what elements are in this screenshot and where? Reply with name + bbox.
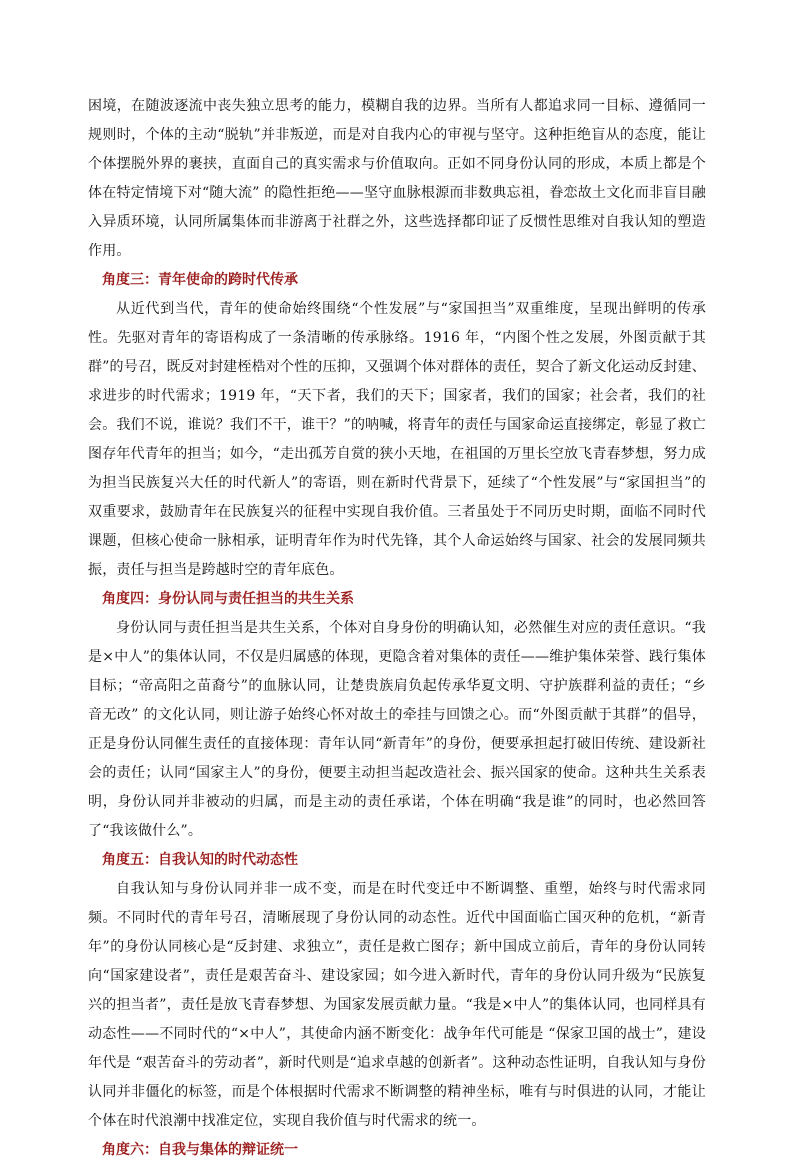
paragraph-section-5: 自我认知与身份认同并非一成不变，而是在时代变迁中不断调整、重塑，始终与时代需求同频。不同时代的青年号召，清晰展现了身份认同的动态性。近代中国面临亡国灭种的危机，“新青年”的身份认同核心是“反封建、求独立”，责任是救亡图存；新中国成立前后，青年的身份认同转向“国家建设者”，责任是艰苦奋斗、建设家园；如今进入新时代，青年的身份认同升级为“民族复兴的担当者”，责任是放飞青春梦想、为国家发展贡献力量。“我是×中人”的集体认同，也同样具有动态性——不同时代的“×中人”，其使命内涵不断变化：战争年代可能是 “保家卫国的战士”，建设年代是 “艰苦奋斗的劳动者”，新时代则是“追求卓越的创新者”。这种动态性证明，自我认知与身份认同并非僵化的标签，而是个体根据时代需求不断调整的精神坐标，唯有与时俱进的认同，才能让个体在时代浪潮中找准定位，实现自我价值与时代需求的统一。 <box>88 881 706 1129</box>
section-heading-5: 角度五：自我认知的时代动态性 <box>102 852 298 868</box>
paragraph-section-4: 身份认同与责任担当是共生关系，个体对自身身份的明确认知，必然催生对应的责任意识。“我是×中人”的集体认同，不仅是归属感的体现，更隐含着对集体的责任——维护集体荣誉、践行集体目标；“帝高阳之苗裔兮”的血脉认同，让楚贵族肩负起传承华夏文明、守护族群利益的责任；“乡音无改” 的文化认同，则让游子始终心怀对故土的牵挂与回馈之心。而“外图贡献于其群”的倡导，正是身份认同催生责任的直接体现：青年认同“新青年”的身份，便要承担起打破旧传统、建设新社会的责任；认同“国家主人”的身份，便要主动担当起改造社会、振兴国家的使命。这种共生关系表明，身份认同并非被动的归属，而是主动的责任承诺，个体在明确“我是谁”的同时，也必然回答了“我该做什么”。 <box>88 620 706 839</box>
paragraph-section-3: 从近代到当代，青年的使命始终围绕“个性发展”与“家国担当”双重维度，呈现出鲜明的传承性。先驱对青年的寄语构成了一条清晰的传承脉络。1916 年，“内图个性之发展，外图贡献于其群”的号召，既反对封建桎梏对个性的压抑，又强调个体对群体的责任，契合了新文化运动反封建、求进步的时代需求；1919 年，“天下者，我们的天下；国家者，我们的国家；社会者，我们的社会。我们不说，谁说？我们不干，谁干？”的呐喊，将青年的责任与国家命运直接绑定，彰显了救亡图存年代青年的担当；如今，“走出孤芳自赏的狭小天地，在祖国的万里长空放飞青春梦想，努力成为担当民族复兴大任的时代新人”的寄语，则在新时代背景下，延续了“个性发展”与“家国担当”的双重要求，鼓励青年在民族复兴的征程中实现自我价值。三者虽处于不同历史时期，面临不同时代课题，但核心使命一脉相承，证明青年作为时代先锋，其个人命运始终与国家、社会的发展同频共振，责任与担当是跨越时空的青年底色。 <box>88 301 706 578</box>
section-heading-6: 角度六：自我与集体的辩证统一 <box>102 1142 298 1158</box>
paragraph-continuation: 困境，在随波逐流中丧失独立思考的能力，模糊自我的边界。当所有人都追求同一目标、遵循同一规则时，个体的主动“脱轨”并非叛逆，而是对自我内心的审视与坚守。这种拒绝盲从的态度，能让个体摆脱外界的裹挟，直面自己的真实需求与价值取向。正如不同身份认同的形成，本质上都是个体在特定情境下对“随大流” 的隐性拒绝——坚守血脉根源而非数典忘祖，眷恋故土文化而非盲目融入异质环境，认同所属集体而非游离于社群之外，这些选择都印证了反惯性思维对自我认知的塑造作用。 <box>88 98 706 259</box>
section-heading-3: 角度三：青年使命的跨时代传承 <box>102 272 298 288</box>
section-heading-4: 角度四：身份认同与责任担当的共生关系 <box>102 591 354 607</box>
